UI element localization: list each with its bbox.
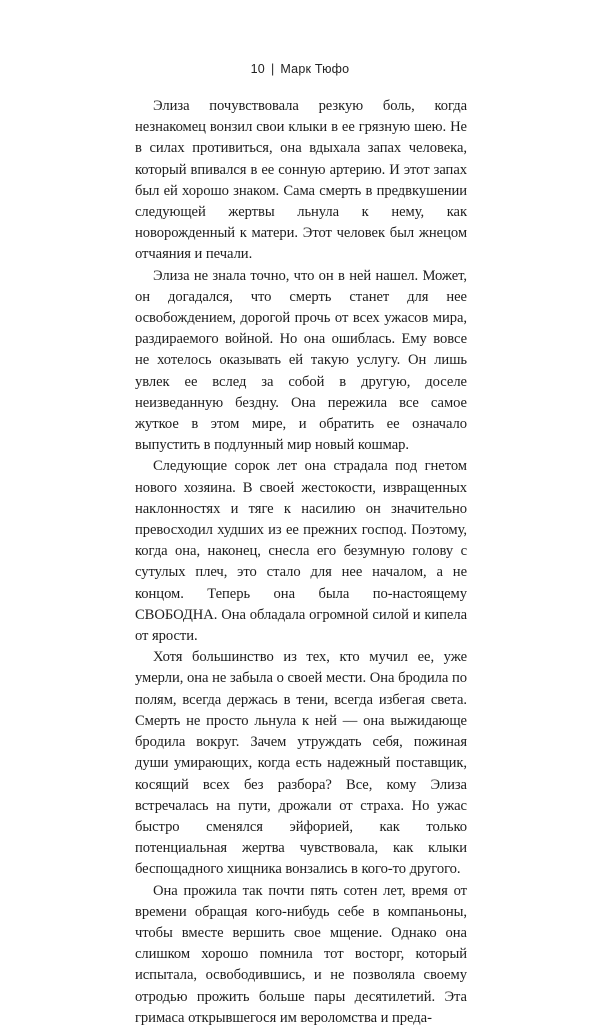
paragraph-2: Элиза не знала точно, что он в ней нашел. Может, он догадался, что смерть станет для нее освобождением, дорогой прочь от всех ужасов мира, раздираемого войной. Но она ошиблась. Ему вовсе не хотелось оказывать ей такую услугу. Он лишь увлек ее вслед за собой в другую, доселе неизведанную бездну. Она пережила все самое жуткое в этом мире, и обратить ее означало выпустить в подлунный мир новый кошмар. xyxy=(135,267,467,454)
page-number: 10 xyxy=(250,62,265,76)
paragraph-5: Она прожила так почти пять сотен лет, время от времени обращая кого-нибудь себе в компаньоны, чтобы вместе вершить свое мщение. Однако она слишком хорошо помнила тот восторг, который испытала, освободившись, и не позволяла своему отродью прожить больше пары десятилетий. Эта гримаса открывшегося им вероломства и преда- xyxy=(135,882,467,1026)
header-author: Марк Тюфо xyxy=(280,62,350,76)
paragraph-1: Элиза почувствовала резкую боль, когда незнакомец вонзил свои клыки в ее грязную шею. Не в силах противиться, она вдыхала запах человека, который впивался в ее сонную артерию. И этот запах был ей хорошо знаком. Сама смерть в предвкушении следующей жертвы льнула к нему, как новорожденный к матери. Этот человек был жнецом отчаяния и печали. xyxy=(135,98,467,263)
paragraph-4: Хотя большинство из тех, кто мучил ее, уже умерли, она не забыла о своей мести. Она бродила по полям, всегда держась в тени, всегда избегая света. Смерть не просто льнула к ней — она выжидающе бродила вокруг. Зачем утруждать себя, пожиная души умирающих, когда есть надежный поставщик, косящий всех без разбора? Все, кому Элиза встречалась на пути, дрожали от страха. Но ужас быстро сменялся эйфорией, как только потенциальная жертва чувствовала, как клыки беспощадного хищника вонзались в кого-то другого. xyxy=(135,649,467,878)
paragraph-3: Следующие сорок лет она страдала под гнетом нового хозяина. В своей жестокости, извращенных наклонностях и тяге к насилию он значительно превосходил худших из ее прежних господ. Поэтому, когда она, наконец, снесла его безумную голову с сутулых плеч, это стало для нее началом, а не концом. Теперь она была по-настоящему СВОБОДНА. Она обладала огромной силой и кипела от ярости. xyxy=(135,458,467,645)
header-separator: | xyxy=(270,62,275,76)
body-text xyxy=(135,96,467,1029)
running-header xyxy=(0,62,600,76)
